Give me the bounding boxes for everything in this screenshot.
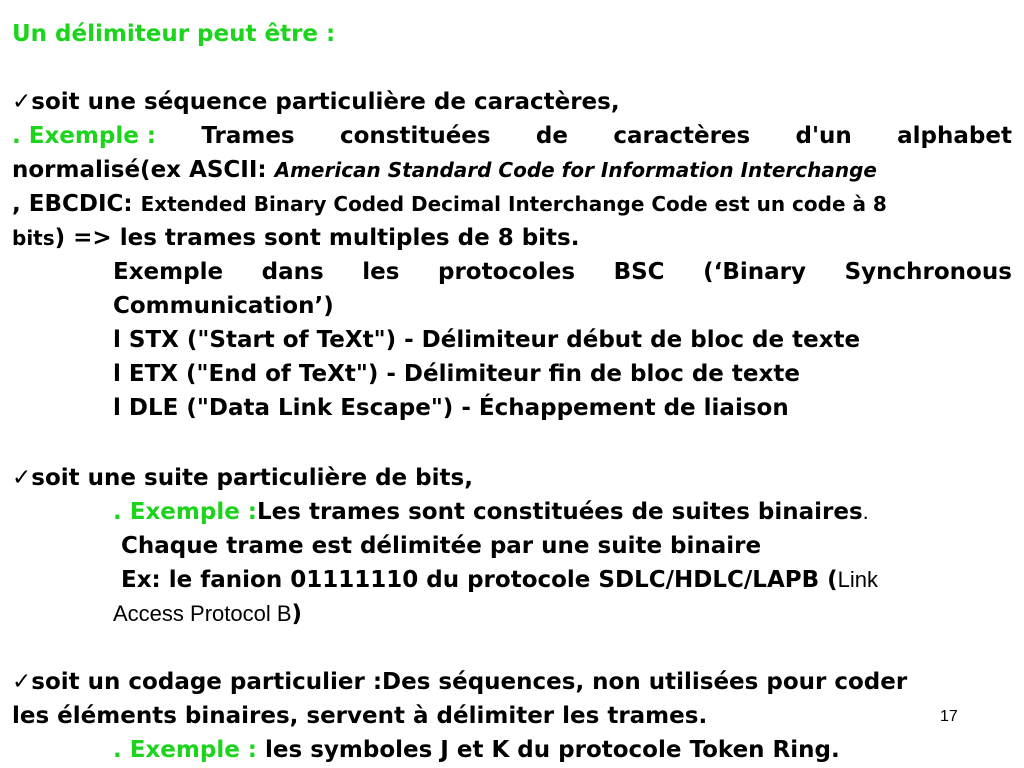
word: de (535, 123, 568, 149)
word: les (362, 259, 400, 285)
check-icon: ✓ (12, 89, 32, 115)
ebcdic-line (12, 190, 1012, 218)
example-2-line (113, 498, 1012, 526)
flag-light: Link (837, 567, 879, 592)
page-number: 17 (940, 708, 958, 725)
ebcdic-label: , EBCDIC: (12, 191, 133, 217)
word: alphabet (897, 123, 1012, 149)
bsc-cont: Communication’) (113, 293, 334, 319)
word: d'un (795, 123, 852, 149)
lapb-close: ) (291, 601, 303, 627)
word: BSC (613, 259, 665, 285)
bullet-2-heading: soit une suite particulière de bits, (31, 465, 473, 491)
example-2-text: Les trames sont constituées de suites binaires (257, 499, 863, 525)
bullet-3 (12, 668, 1012, 696)
ascii-expansion: American Standard Code for Information Interchange (274, 158, 877, 182)
word: Exemple (113, 259, 224, 285)
bits-rest: ) => les trames sont multiples de 8 bits. (54, 225, 580, 251)
example-3-text: les symboles J et K du protocole Token Ring. (257, 737, 840, 763)
example-3-line (113, 736, 1012, 764)
bits-small: bits (12, 226, 55, 250)
bsc-line (113, 258, 1012, 286)
check-icon: ✓ (12, 669, 32, 695)
check-icon: ✓ (12, 465, 32, 491)
bits-line (12, 224, 1012, 252)
bullet-3-cont: les éléments binaires, servent à délimiter les trames. (12, 703, 708, 729)
word: (‘Binary (703, 259, 807, 285)
slide-title: Un délimiteur peut être : (12, 21, 336, 47)
ascii-line (12, 156, 1012, 184)
word: protocoles (438, 259, 576, 285)
example-label: . Exemple : (113, 499, 258, 525)
lapb-light: Access Protocol B (113, 601, 292, 626)
dle-line: l DLE ("Data Link Escape") - Échappement de liaison (113, 395, 789, 421)
stx-line: l STX ("Start of TeXt") - Délimiteur début de bloc de texte (113, 327, 861, 353)
lapb-line (113, 600, 1012, 628)
etx-line: l ETX ("End of TeXt") - Délimiteur fin de bloc de texte (113, 361, 800, 387)
word: constituées (339, 123, 491, 149)
word: Synchronous (844, 259, 1012, 285)
word: caractères (613, 123, 751, 149)
word: Trames (201, 123, 295, 149)
example-1-line (12, 122, 1012, 150)
ebcdic-text: Extended Binary Coded Decimal Interchange Code est un code à 8 (140, 192, 887, 216)
example-2-dot: . (862, 499, 869, 524)
ascii-prefix: normalisé(ex ASCII: (12, 157, 267, 183)
flag-bold: Ex: le fanion 01111110 du protocole SDLC/HDLC/LAPB ( (121, 567, 838, 593)
bullet-1-heading: soit une séquence particulière de caractères, (31, 89, 620, 115)
flag-line (121, 566, 1012, 594)
bullet-3-heading: soit un codage particulier :Des séquences, non utilisées pour coder (31, 669, 908, 695)
example-label: . Exemple : (113, 737, 258, 763)
bullet-1 (12, 88, 1012, 116)
word: dans (261, 259, 324, 285)
frame-line: Chaque trame est délimitée par une suite binaire (121, 533, 762, 559)
bullet-2 (12, 464, 1012, 492)
example-label: . Exemple : (12, 123, 157, 149)
